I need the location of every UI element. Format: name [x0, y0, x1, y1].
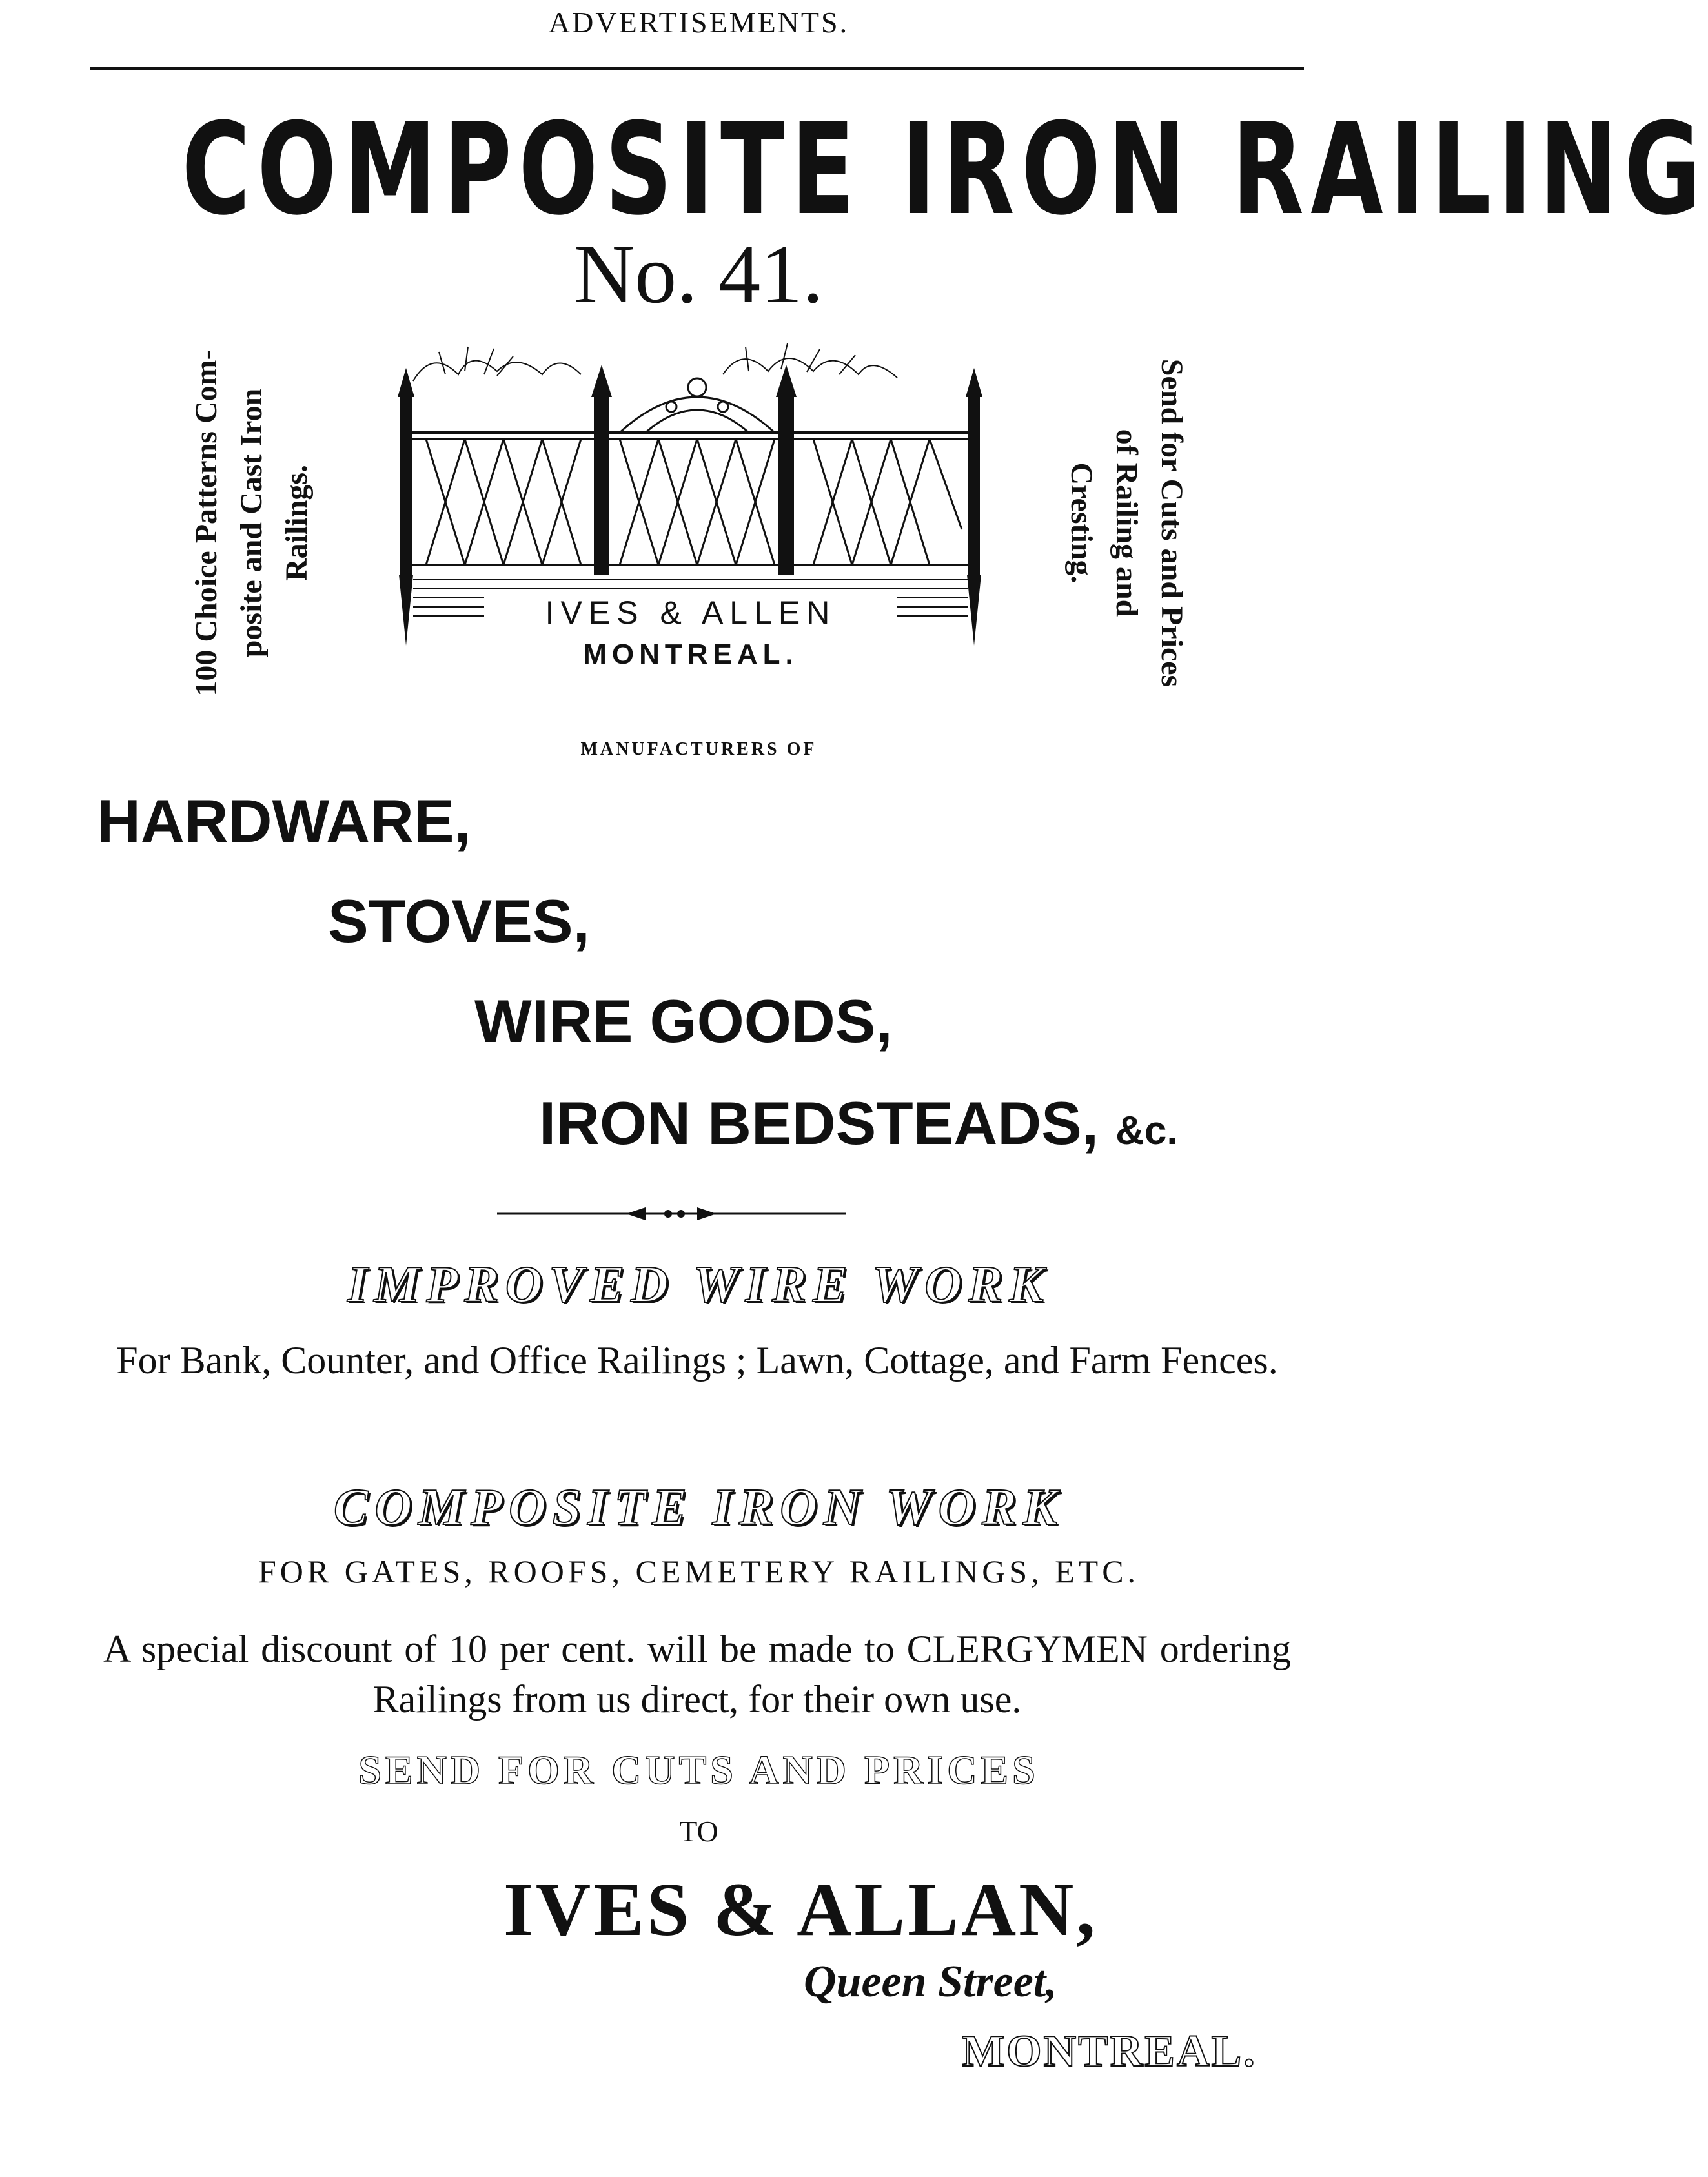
call-to-action-heading: SEND FOR CUTS AND PRICES: [358, 1747, 1039, 1793]
iron-work-heading: COMPOSITE IRON WORK: [334, 1479, 1064, 1536]
product-etcetera: &c.: [1115, 1109, 1178, 1153]
railing-lattice: [426, 439, 962, 565]
product-iron-bedsteads-label: IRON BEDSTEADS,: [539, 1089, 1099, 1157]
city-address: MONTREAL.: [962, 2027, 1257, 2076]
sign-line-1: IVES & ALLEN: [545, 595, 837, 631]
manufacturers-label: MANUFACTURERS OF: [580, 739, 817, 759]
ornamental-divider: [497, 1204, 846, 1223]
railing-illustration: [387, 336, 994, 697]
sign-line-2: MONTREAL.: [583, 639, 798, 670]
wire-work-heading: IMPROVED WIRE WORK: [347, 1256, 1050, 1313]
wire-work-text: For Bank, Counter, and Office Railings ; Lawn, Cottage, and Farm Fences.: [116, 1339, 1278, 1382]
company-name: IVES & ALLAN,: [503, 1867, 1098, 1952]
header-label: ADVERTISEMENTS.: [548, 6, 849, 39]
product-hardware: HARDWARE,: [97, 787, 471, 855]
tree-foliage: [413, 343, 897, 381]
left-side-note: 100 Choice Patterns Com- posite and Cast Iron Railings.: [189, 349, 314, 697]
right-side-note: Send for Cuts and Prices of Railing and Cresting.: [1064, 358, 1189, 688]
product-wire-goods: WIRE GOODS,: [474, 987, 893, 1055]
discount-text: A special discount of 10 per cent. will be made to CLERGYMEN ordering Railings from us direct, for their own use.: [103, 1628, 1291, 1721]
product-stoves: STOVES,: [328, 887, 590, 955]
gate-crest: [620, 378, 775, 433]
headline-title: COMPOSITE IRON RAILING: [181, 96, 1708, 243]
street-address: Queen Street,: [804, 1957, 1057, 2007]
call-to-action-to: TO: [679, 1815, 718, 1848]
headline-number: No. 41.: [574, 228, 824, 321]
top-rule: [90, 67, 1304, 70]
product-iron-bedsteads: [539, 1089, 1178, 1157]
iron-work-text: FOR GATES, ROOFS, CEMETERY RAILINGS, ETC.: [258, 1553, 1140, 1589]
